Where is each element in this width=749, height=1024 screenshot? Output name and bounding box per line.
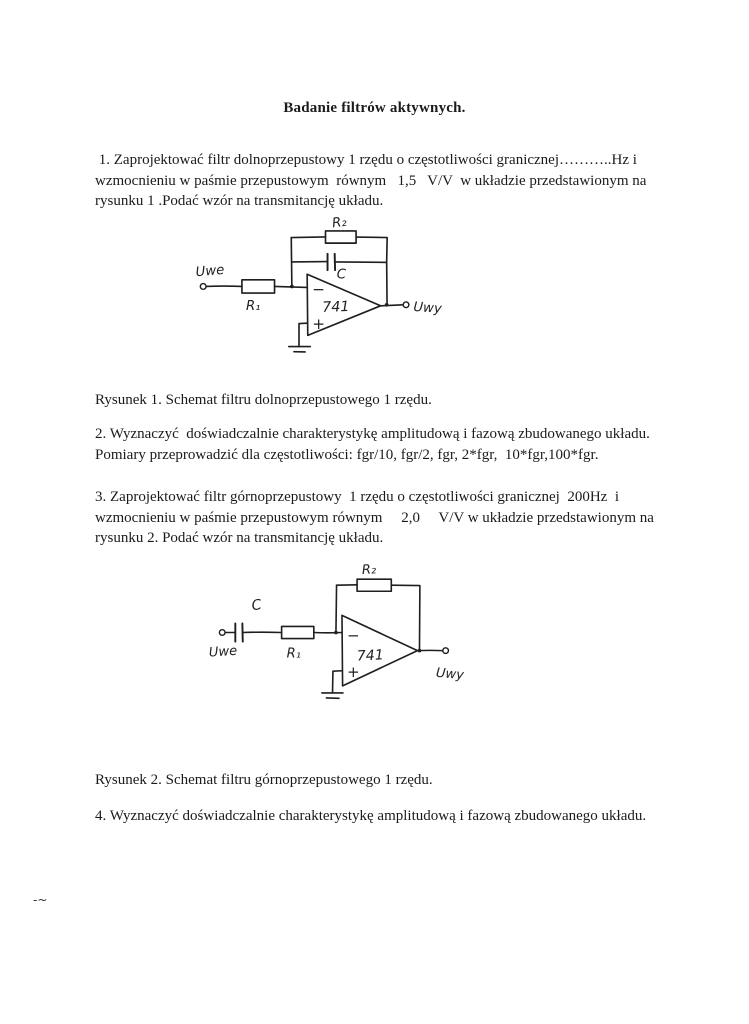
fig1-opamp-plus: + xyxy=(312,315,326,334)
fig2-junction-dot xyxy=(334,631,338,635)
figure-1-svg xyxy=(193,213,458,366)
fig2-junction-dot xyxy=(418,649,422,653)
task-3-line-3: rysunku 2. Podać wzór na transmitancję układu. xyxy=(95,530,384,546)
task-2-paragraph xyxy=(95,424,675,465)
task-1-line-1: 1. Zaprojektować filtr dolnoprzepustowy 1 rzędu o częstotliwości granicznej………..Hz i xyxy=(95,152,637,168)
fig1-label-input: Uwe xyxy=(195,262,225,281)
fig2-feedback-riser xyxy=(336,585,337,632)
figure-1-caption: Rysunek 1. Schemat filtru dolnoprzepustowego 1 rzędu. xyxy=(95,392,432,408)
task-1-paragraph xyxy=(95,150,675,212)
task-2-line-2: Pomiary przeprowadzić dla częstotliwości: fgr/10, fgr/2, fgr, 2*fgr, 10*fgr,100*fgr. xyxy=(95,446,599,463)
fig2-resistor-r1 xyxy=(282,626,314,638)
task-2-line-1: 2. Wyznaczyć doświadczalnie charakterystykę amplitudową i fazową zbudowanego układu. xyxy=(95,426,650,442)
fig2-opamp-minus: − xyxy=(347,626,360,645)
fig1-label-r2: R₂ xyxy=(331,214,348,232)
fig2-label-r2: R₂ xyxy=(361,562,377,579)
task-3-line-1: 3. Zaprojektować filtr górnoprzepustowy 1 rzędu o częstotliwości granicznej 200Hz i xyxy=(95,489,619,505)
task-4-line-1: 4. Wyznaczyć doświadczalnie charakterystykę amplitudową i fazową zbudowanego układu. xyxy=(95,808,647,824)
fig1-label-c: C xyxy=(336,267,346,283)
fig2-ground-wire xyxy=(333,671,342,693)
fig1-junction-dot xyxy=(385,303,389,307)
fig1-ground-wire xyxy=(299,323,307,346)
fig2-opamp-model: 741 xyxy=(356,647,385,665)
fig1-r2-branch-right xyxy=(356,237,387,262)
fig2-resistor-r2 xyxy=(357,579,391,591)
handwritten-footer-mark: -~ xyxy=(33,893,48,907)
fig1-resistor-r2 xyxy=(326,231,357,243)
figure-2-highpass-circuit xyxy=(208,552,480,716)
fig1-r2-branch-left xyxy=(291,237,325,238)
fig2-opamp-plus: + xyxy=(347,662,360,681)
fig2-output-terminal xyxy=(443,648,449,654)
fig1-opamp-minus: − xyxy=(312,280,326,299)
fig2-input-terminal xyxy=(219,630,225,636)
figure-2-caption: Rysunek 2. Schemat filtru górnoprzepustowego 1 rzędu. xyxy=(95,772,433,788)
fig1-opamp-model: 741 xyxy=(322,298,350,316)
fig1-input-terminal xyxy=(200,284,206,290)
task-3-paragraph xyxy=(95,487,675,549)
task-3-line-2: wzmocnieniu w paśmie przepustowym równym 2,0 V/V w układzie przedstawionym na xyxy=(95,509,654,526)
fig1-resistor-r1 xyxy=(242,280,275,293)
fig1-output-terminal xyxy=(403,302,409,308)
task-4-paragraph xyxy=(95,806,675,827)
fig1-label-output: Uwy xyxy=(412,299,443,317)
figure-1-lowpass-circuit xyxy=(193,213,458,371)
task-1-line-2: wzmocnieniu w paśmie przepustowym równym 1,5 V/V w układzie przedstawionym na xyxy=(95,172,647,189)
fig2-label-c: C xyxy=(250,596,263,615)
fig1-output-wire xyxy=(381,305,403,306)
fig2-label-output: Uwy xyxy=(435,665,465,684)
document-title: Badanie filtrów aktywnych. xyxy=(283,100,466,116)
fig2-label-input: Uwe xyxy=(208,643,238,661)
fig1-junction-dot xyxy=(290,285,294,289)
fig1-wiring xyxy=(206,231,403,352)
figure-2-svg xyxy=(208,552,480,711)
fig1-label-r1: R₁ xyxy=(246,298,261,314)
fig1-labels xyxy=(195,215,442,334)
task-1-line-3: rysunku 1 .Podać wzór na transmitancję układu. xyxy=(95,193,384,209)
fig2-label-r1: R₁ xyxy=(286,646,301,662)
